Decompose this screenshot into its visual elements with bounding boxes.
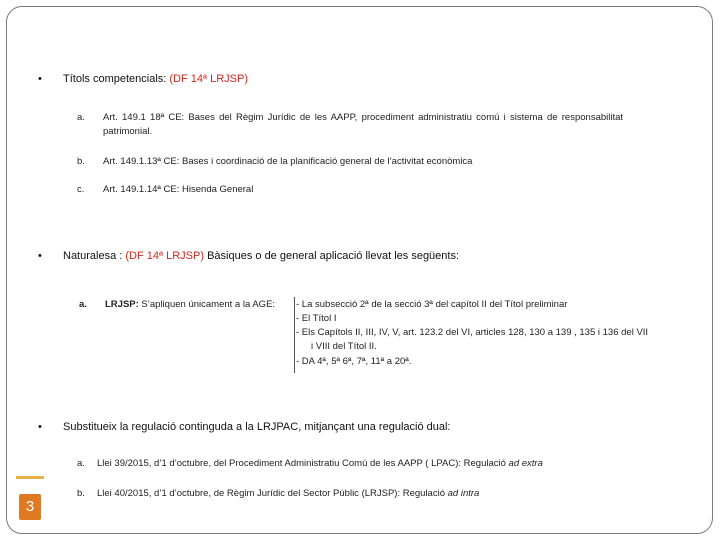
list-item-text: Art. 149.1.13ª CE: Bases i coordinació de la planificació general de l’activitat econòmica (103, 156, 473, 167)
section1-title: Títols competencials: (DF 14ª LRJSP) (63, 73, 249, 85)
section2-ref: (DF 14ª LRJSP) (125, 250, 205, 262)
list-letter: b. (77, 156, 85, 167)
slide-frame (6, 6, 713, 534)
bracket-line (288, 297, 295, 373)
list-item-text: patrimonial. (103, 126, 153, 137)
decorative-bar (16, 476, 44, 479)
section2-title: Naturalesa : (DF 14ª LRJSP) Bàsiques o de general aplicació llevat les següents: (63, 250, 460, 262)
list-item: - DA 4ª, 5ª 6ª, 7ª, 11ª a 20ª. (296, 356, 412, 367)
list-letter: a. (79, 299, 87, 310)
page-number: 3 (25, 498, 35, 515)
bullet: • (38, 250, 42, 262)
list-item-text: Art. 149.1.14ª CE: Hisenda General (103, 184, 254, 195)
list-letter: c. (77, 184, 85, 195)
list-letter: a. (77, 112, 85, 123)
list-letter: a. (77, 458, 85, 469)
lrjsp-item: LRJSP: S’apliquen únicament a la AGE: (105, 299, 276, 310)
bullet: • (38, 421, 42, 433)
section1-ref: (DF 14ª LRJSP) (169, 73, 249, 85)
list-item: - La subsecció 2ª de la secció 3ª del capítol II del Títol preliminar (296, 299, 568, 310)
bullet: • (38, 73, 42, 85)
page-number-badge (19, 494, 41, 520)
list-item-text: Llei 40/2015, d’1 d’octubre, de Règim Jurídic del Sector Públic (LRJSP): Regulació ad intra (97, 488, 480, 499)
section3-title: Substitueix la regulació continguda a la LRJPAC, mitjançant una regulació dual: (63, 421, 451, 433)
list-item: - El Títol I (296, 313, 337, 324)
list-item-text: Art. 149.1 18ª CE: Bases del Règim Jurídic de les AAPP, procediment administratiu comú i sistema de responsabilitat (103, 112, 624, 123)
list-letter: b. (77, 488, 85, 499)
list-item: i VIII del Títol II. (311, 341, 377, 352)
list-item-text: Llei 39/2015, d’1 d’octubre, del Procediment Administratiu Comú de les AAPP ( LPAC): Regulació ad extra (97, 458, 543, 469)
list-item: - Els Capítols II, III, IV, V, art. 123.2 del VI, articles 128, 130 a 139 , 135 i 136 del VII (296, 327, 649, 338)
